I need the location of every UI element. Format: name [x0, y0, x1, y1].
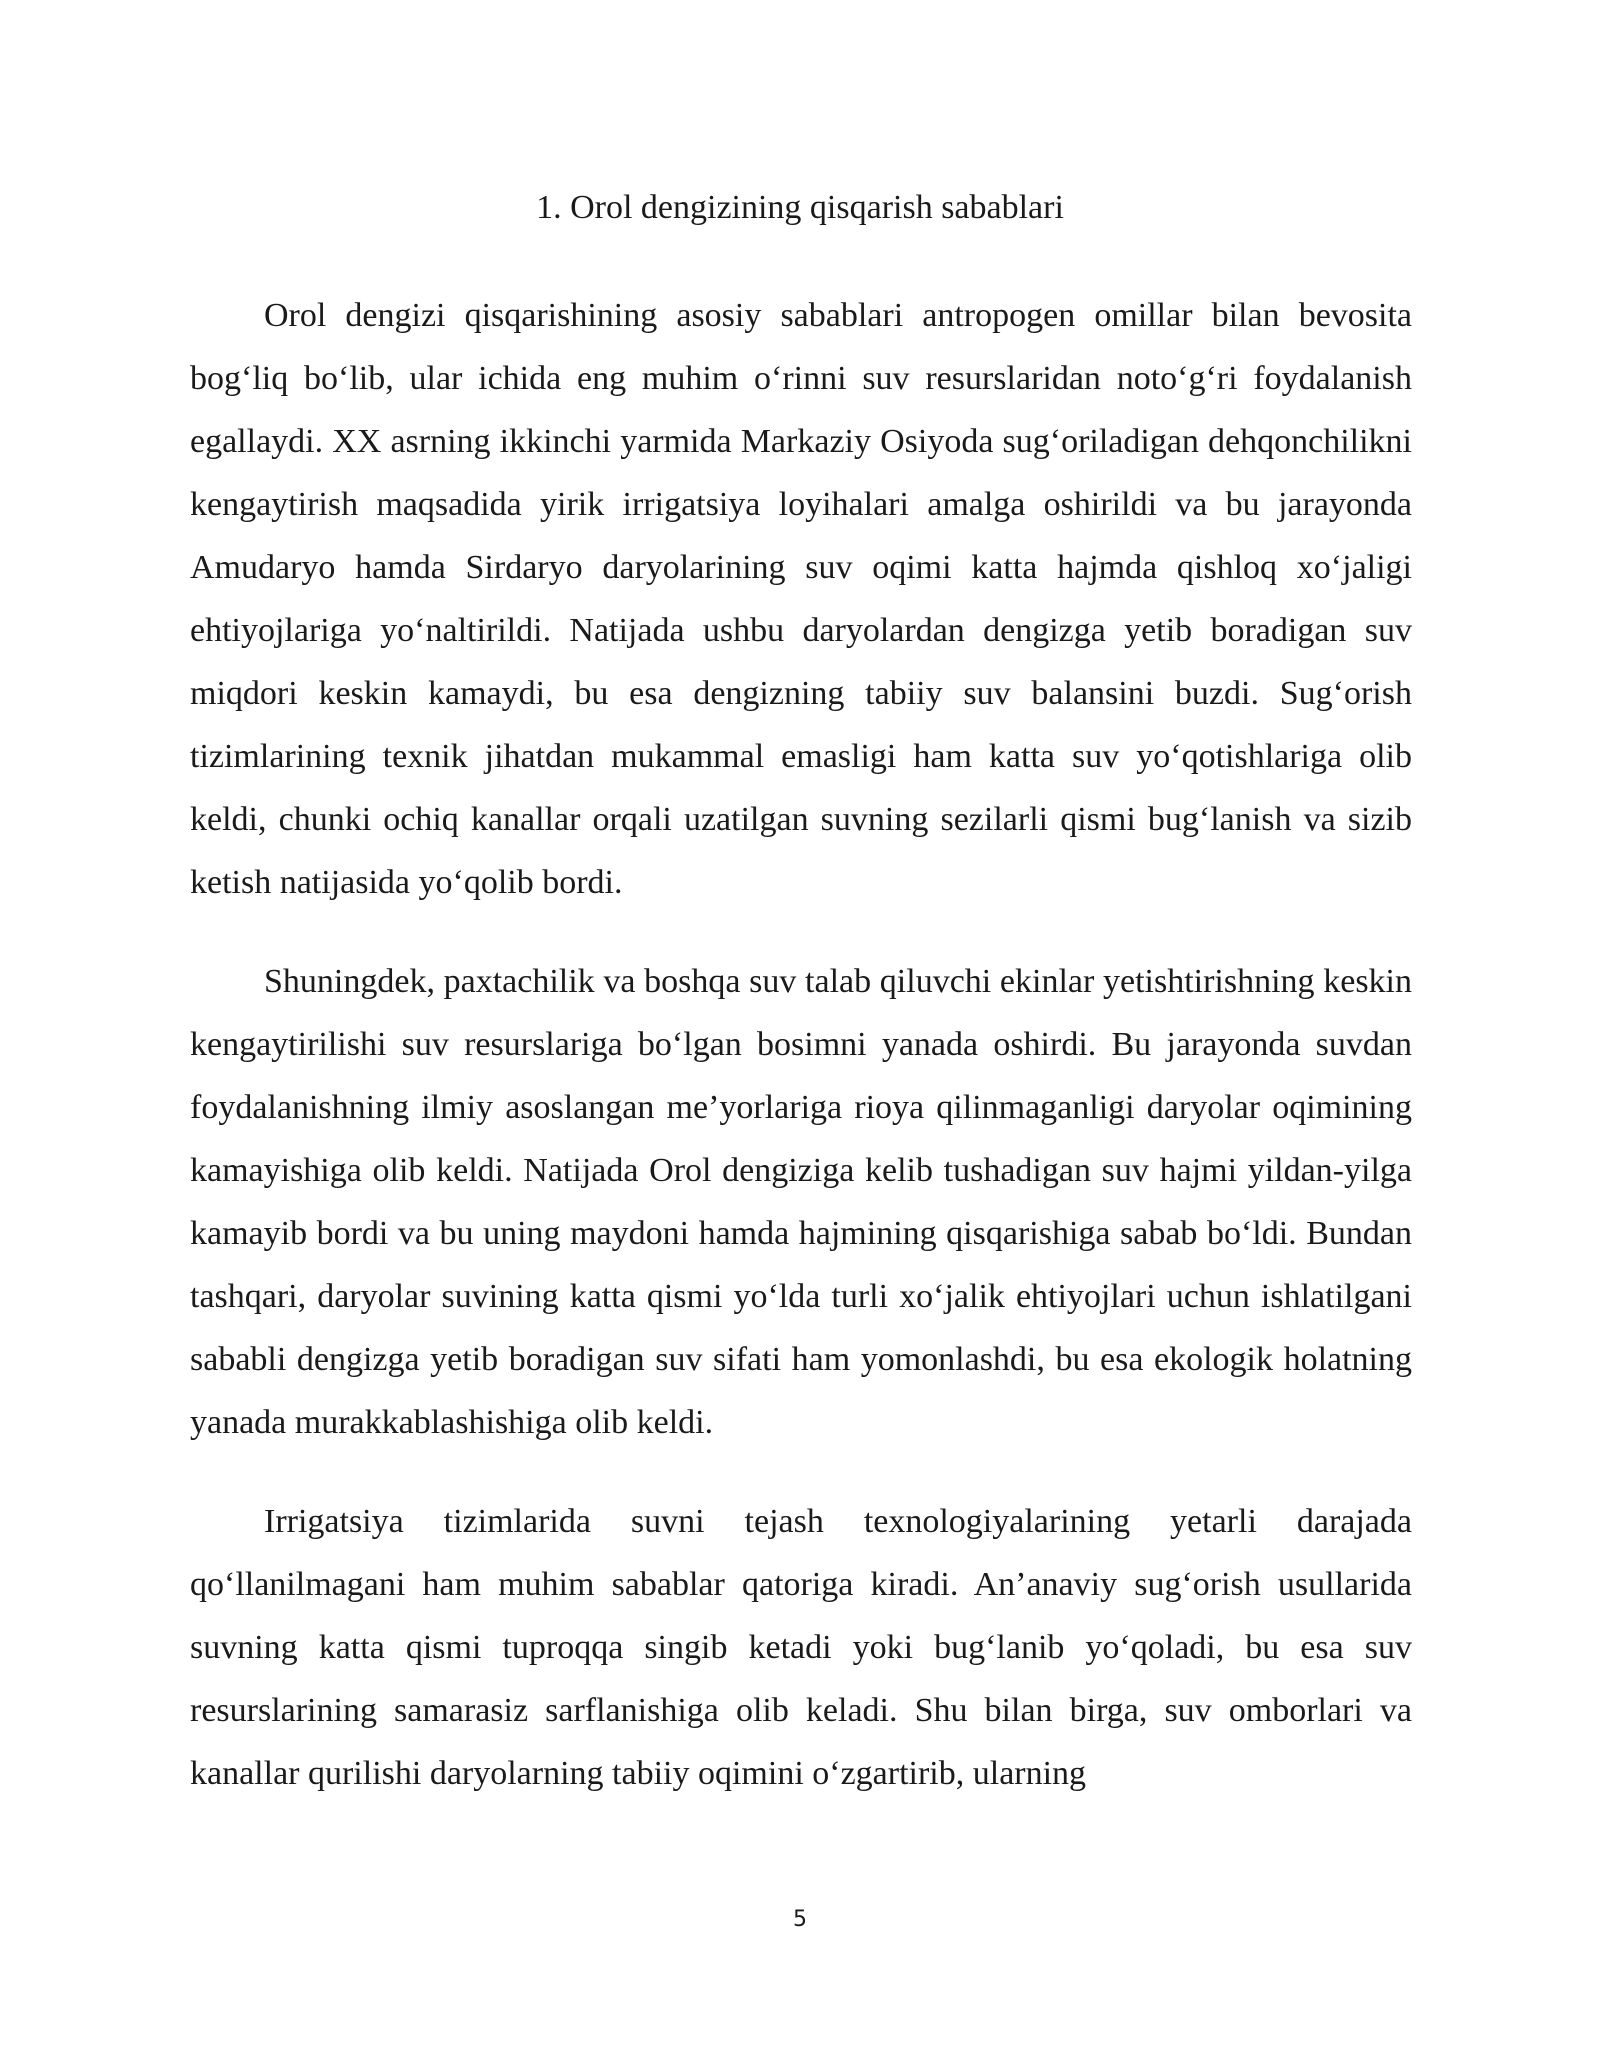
paragraph-1: Orol dengizi qisqarishining asosiy sabablari antropogen omillar bilan bevosita bog‘liq bo‘lib, ular ichida eng muhim o‘rinni suv resurslaridan noto‘g‘ri foydalanish egallaydi. XX asrning ikkinchi yarmida Markaziy Osiyoda sug‘oriladigan dehqonchilikni kengaytirish maqsadida yirik irrigatsiya loyihalari amalga oshirildi va bu jarayonda Amudaryo hamda Sirdaryo daryolarining suv oqimi katta hajmda qishloq xo‘jaligi ehtiyojlariga yo‘naltirildi. Natijada ushbu daryolardan dengizga yetib boradigan suv miqdori keskin kamaydi, bu esa dengizning tabiiy suv balansini buzdi. Sug‘orish tizimlarining texnik jihatdan mukammal emasligi ham katta suv yo‘qotishlariga olib keldi, chunki ochiq kanallar orqali uzatilgan suvning sezilarli qismi bug‘lanish va sizib ketish natijasida yo‘qolib bordi. — [190, 297, 1412, 901]
page-number: 5 — [793, 1907, 807, 1932]
body-text — [190, 284, 1412, 1841]
paragraph-3: Irrigatsiya tizimlarida suvni tejash texnologiyalarining yetarli darajada qo‘llanilmagani ham muhim sabablar qatoriga kiradi. An’anaviy sug‘orish usullarida suvning katta qismi tuproqqa singib ketadi yoki bug‘lanib yo‘qoladi, bu esa suv resurslarining samarasiz sarflanishiga olib keladi. Shu bilan birga, suv omborlari va kanallar qurilishi daryolarning tabiiy oqimini o‘zgartirib, ularning — [190, 1503, 1412, 1792]
section-heading: 1. Orol dengizining qisqarish sabablari — [536, 189, 1064, 226]
paragraph-2: Shuningdek, paxtachilik va boshqa suv talab qiluvchi ekinlar yetishtirishning keskin kengaytirilishi suv resurslariga bo‘lgan bosimni yanada oshirdi. Bu jarayonda suvdan foydalanishning ilmiy asoslangan me’yorlariga rioya qilinmaganligi daryolar oqimining kamayishiga olib keldi. Natijada Orol dengiziga kelib tushadigan suv hajmi yildan-yilga kamayib bordi va bu uning maydoni hamda hajmining qisqarishiga sabab bo‘ldi. Bundan tashqari, daryolar suvining katta qismi yo‘lda turli xo‘jalik ehtiyojlari uchun ishlatilgani sababli dengizga yetib boradigan suv sifati ham yomonlashdi, bu esa ekologik holatning yanada murakkablashishiga olib keldi. — [190, 963, 1412, 1441]
